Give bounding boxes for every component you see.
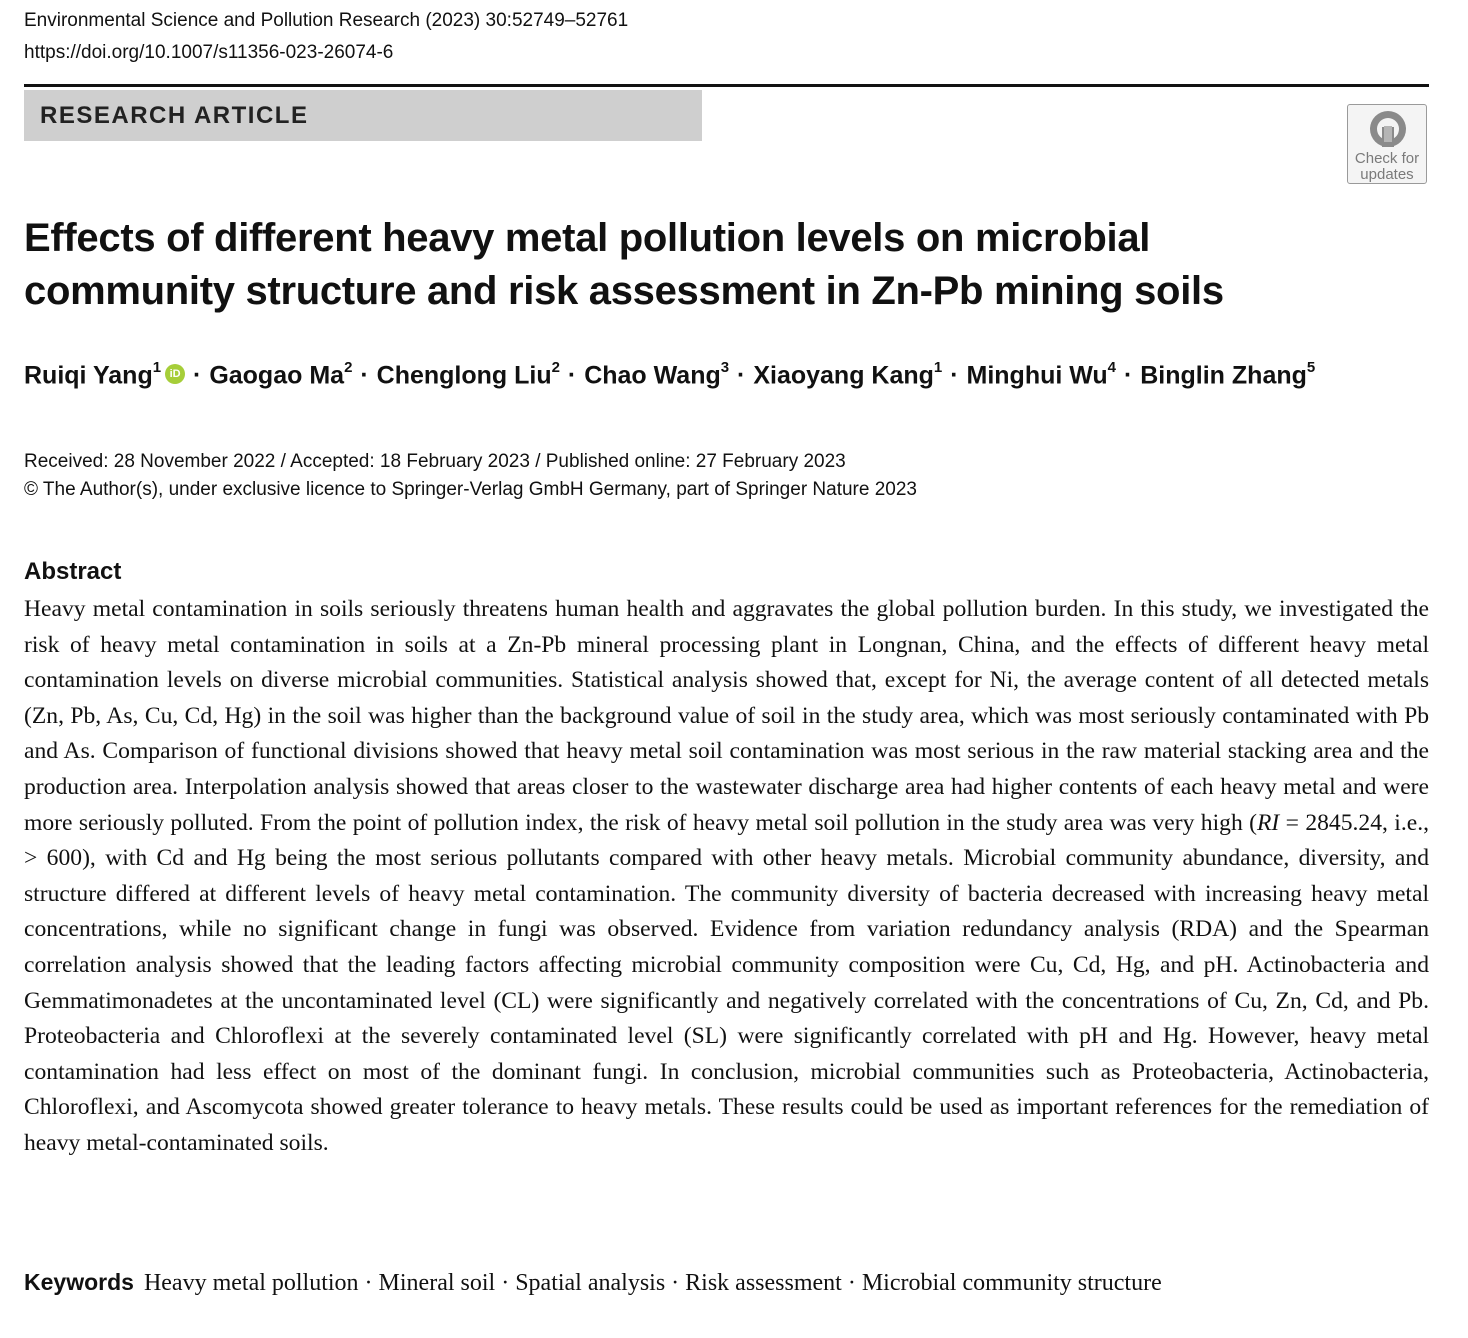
risk-index-symbol: RI: [1256, 809, 1280, 836]
abstract-text-part-2: = 2845.24, i.e., > 600), with Cd and Hg being the most serious pollutants compared with other heavy metals. Microbial community abundance, diversity, and structure differed at different levels of heavy metal contamination. The community diversity of bacteria decreased with increasing heavy metal concentrations, while no significant change in fungi was observed. Evidence from variation redundancy analysis (RDA) and the Spearman correlation analysis showed that the leading factors affecting microbial community composition were Cu, Cd, Hg, and pH. Actinobacteria and Gemmatimonadetes at the uncontaminated level (CL) were significantly and negatively correlated with the concentrations of Cu, Zn, Cd, and Pb. Proteobacteria and Chloroflexi at the severely contaminated level (SL) were significantly correlated with pH and Hg. However, heavy metal contamination had less effect on most of the dominant fungi. In conclusion, microbial communities such as Proteobacteria, Actinobacteria, Chloroflexi, and Ascomycota showed greater tolerance to heavy metals. These results could be used as important references for the remediation of heavy metal-contaminated soils.: [24, 809, 1429, 1156]
journal-citation: Environmental Science and Pollution Research (2023) 30:52749–52761: [24, 10, 629, 31]
author-separator: ·: [737, 361, 746, 390]
author-name[interactable]: Chao Wang: [584, 361, 721, 390]
author-separator: ·: [193, 361, 202, 390]
article-type-label: RESEARCH ARTICLE: [40, 102, 309, 129]
author-separator: ·: [950, 361, 959, 390]
author-affiliation: 2: [344, 359, 353, 376]
paper-title: Effects of different heavy metal pollution levels on microbial community structure and risk assessment in Zn-Pb mining soils: [24, 216, 1224, 313]
keywords-list: Heavy metal pollution · Mineral soil · Spatial analysis · Risk assessment · Microbial community structure: [143, 1270, 1162, 1296]
check-for-updates-label: Check for updates: [1354, 150, 1420, 183]
copyright-notice: © The Author(s), under exclusive licence to Springer-Verlag GmbH Germany, part of Springer Nature 2023: [24, 479, 917, 500]
author-name[interactable]: Binglin Zhang: [1140, 361, 1307, 390]
author-affiliation: 1: [152, 359, 162, 376]
abstract-text: [24, 592, 1429, 1162]
author-separator: ·: [360, 361, 369, 390]
publication-dates: Received: 28 November 2022 / Accepted: 18 February 2023 / Published online: 27 February 2023: [24, 451, 846, 472]
author-separator: ·: [567, 361, 577, 390]
author-name[interactable]: Minghui Wu: [966, 361, 1108, 390]
author-list: [24, 361, 1315, 390]
author-affiliation: 2: [551, 359, 560, 376]
author-affiliation: 1: [933, 359, 943, 376]
author-name[interactable]: Xiaoyang Kang: [753, 361, 934, 390]
check-for-updates-icon: [1368, 109, 1408, 149]
author-affiliation: 5: [1306, 359, 1316, 376]
author-affiliation: 3: [720, 359, 730, 376]
author-name[interactable]: Gaogao Ma: [209, 361, 345, 390]
abstract-text-part-1: Heavy metal contamination in soils seriously threatens human health and aggravates the global pollution burden. In this study, we investigated the risk of heavy metal contamination in soils at a Zn-Pb mineral processing plant in Longnan, China, and the effects of different heavy metal contamination levels on diverse microbial communities. Statistical analysis showed that, except for Ni, the average content of all detected metals (Zn, Pb, As, Cu, Cd, Hg) in the soil was higher than the background value of soil in the study area, which was most seriously contaminated with Pb and As. Comparison of functional divisions showed that heavy metal soil contamination was most serious in the raw material stacking area and the production area. Interpolation analysis showed that areas closer to the wastewater discharge area had higher contents of each heavy metal and were more seriously polluted. From the point of pollution index, the risk of heavy metal soil pollution in the study area was very high (: [24, 596, 1429, 836]
author-name[interactable]: Ruiqi Yang: [24, 361, 153, 390]
author-separator: ·: [1123, 361, 1133, 390]
article-type-banner: [24, 90, 702, 141]
orcid-icon[interactable]: iD: [165, 364, 185, 384]
keywords-label: Keywords: [24, 1269, 134, 1295]
check-for-updates-badge[interactable]: [1347, 104, 1427, 184]
author-name[interactable]: Chenglong Liu: [376, 361, 552, 390]
keywords-section: [24, 1269, 1162, 1297]
abstract-heading: Abstract: [24, 558, 122, 585]
doi-link[interactable]: https://doi.org/10.1007/s11356-023-26074-6: [24, 42, 394, 63]
author-affiliation: 4: [1107, 359, 1117, 376]
header-rule: [24, 84, 1429, 87]
